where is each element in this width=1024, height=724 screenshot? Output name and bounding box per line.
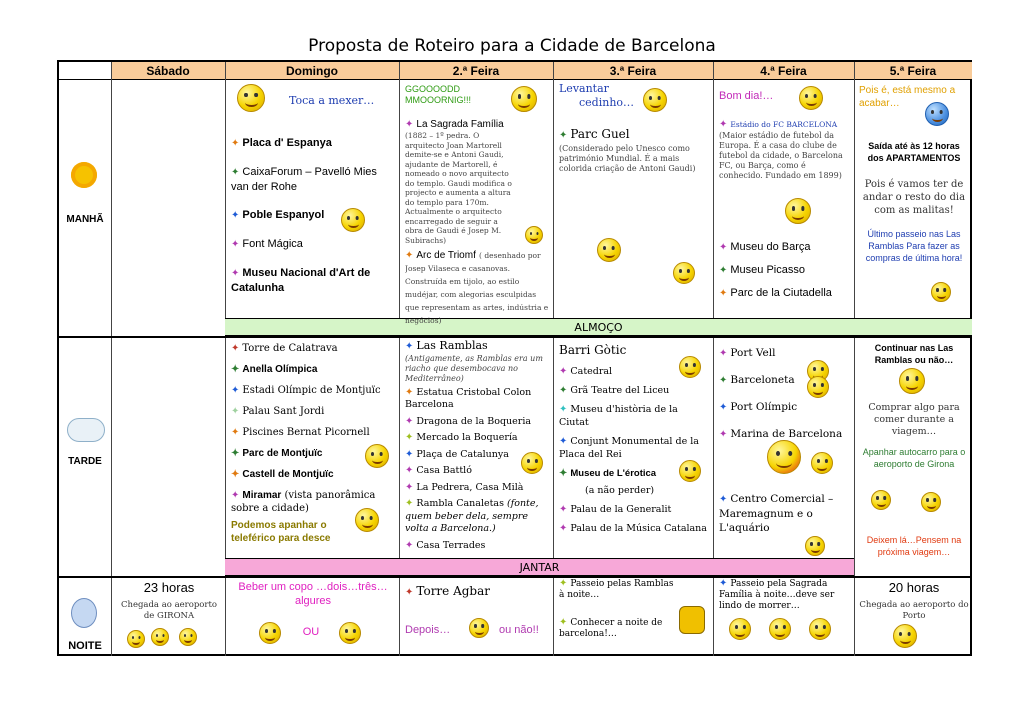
cloud-icon (67, 418, 105, 442)
smiley-icon (799, 86, 823, 110)
terca-noite-list: ✦ Passeio pelas Ramblas à noite… ✦ Conhecer a noite de barcelona!… (559, 578, 674, 639)
smiley-icon (259, 622, 281, 644)
smiley-icon (365, 444, 389, 468)
quarta-manha-list: ✦ Museu do Barça ✦ Museu Picasso ✦ Parc de la Ciutadella (719, 241, 832, 299)
smiley-icon (767, 440, 801, 474)
smiley-icon (339, 622, 361, 644)
band-jantar: JANTAR (225, 558, 854, 576)
header-domingo: Domingo (225, 62, 399, 80)
quinta-intro: Pois é, está mesmo a acabar… (859, 85, 956, 109)
header-segunda: 2.ª Feira (399, 62, 553, 80)
smiley-icon (597, 238, 621, 262)
quarta-intro: Bom dia!… (719, 90, 774, 102)
header-blank (59, 62, 111, 80)
segunda-ounao: ou não!! (499, 624, 539, 636)
header-quinta: 5.ª Feira (854, 62, 972, 80)
segunda-intro: GGOOOODD MMOOORNIG!!! (405, 84, 471, 105)
smiley-icon (355, 508, 379, 532)
smiley-icon (807, 376, 829, 398)
sabado-chegada: Chegada ao aeroporto de GIRONA (120, 600, 218, 621)
band-almoco: ALMOÇO (225, 318, 972, 336)
header-terca: 3.ª Feira (553, 62, 713, 80)
header-quarta: 4.ª Feira (713, 62, 854, 80)
row-label-manha: MANHÃ (66, 214, 104, 225)
terca-tarde-list: Barri Gòtic ✦ Catedral ✦ Grã Teatre del Liceu ✦ Museu d'història de la Ciutat ✦ Conjunt Monumental de la Placa del Rei ✦ Museu de L'érotica (a não perder) ✦ Palau de la Generalit ✦ Palau de la Música Catalana (559, 344, 707, 534)
smiley-icon (673, 262, 695, 284)
quinta-chegada: Chegada ao aeroporto do Porto (859, 600, 969, 621)
smiley-icon (931, 282, 951, 302)
sun-icon (71, 162, 97, 188)
smiley-icon (341, 208, 365, 232)
quarta-centro: ✦ Centro Comercial – Maremagnum e o L'aquário (719, 493, 834, 534)
smiley-icon (525, 226, 543, 244)
row-label-tarde: TARDE (68, 456, 102, 467)
smiley-icon (679, 356, 701, 378)
segunda-tarde-list: ✦ Las Ramblas (Antigamente, as Ramblas era um riacho que desembocava no Mediterrâneo) ✦ Estatua Cristobal Colon Barcelona ✦ Dragona de la Boqueria ✦ Mercado la Boquería ✦ Plaça de Catalunya ✦ Casa Battló ✦ La Pedrera, Casa Milà ✦ Rambla Canaletas (fonte, quem beber dela, sempre volta a Barcelona.) ✦ Casa Terrades (405, 340, 543, 551)
quinta-continuar: Continuar nas Las Ramblas ou não… (874, 343, 954, 365)
itinerary-table (57, 60, 972, 656)
smiley-icon (511, 86, 537, 112)
smiley-icon (921, 492, 941, 512)
quinta-saida: Saída até às 12 horas dos APARTAMENTOS (867, 141, 961, 163)
header-sabado: Sábado (111, 62, 225, 80)
quarta-tarde-list: ✦ Port Vell ✦ Barceloneta ✦ Port Olímpic ✦ Marina de Barcelona (719, 347, 843, 440)
smiley-icon (769, 618, 791, 640)
quinta-ultimo: Último passeio nas Las Ramblas Para fazer as compras de última hora! (865, 229, 963, 263)
domingo-manha-list: ✦ Placa d' Espanya ✦ CaixaForum – Pavelló Mies van der Rohe ✦ Poble Espanyol ✦ Font Mágica ✦ Museu Nacional d'Art de Catalunha (231, 137, 377, 294)
smiley-icon (809, 618, 831, 640)
smiley-icon (521, 452, 543, 474)
smiley-icon (679, 460, 701, 482)
smiley-icon (237, 84, 265, 112)
quinta-pois: Pois é vamos ter de andar o resto do dia com as malitas! (862, 179, 966, 216)
quinta-deixem: Deixem lá…Pensem na próxima viagem… (866, 535, 962, 557)
terca-intro: Levantar cedinho… (559, 82, 635, 109)
moon-icon (71, 598, 97, 628)
quinta-hora: 20 horas (888, 580, 940, 595)
terca-manha-content: ✦ Parc Guel (Considerado pelo Unesco como património Mundial. É a mais colorida criação de Antoni Gaudi) (559, 128, 696, 173)
smiley-icon (893, 624, 917, 648)
segunda-torre: ✦ Torre Agbar (405, 584, 490, 598)
smiley-icon (811, 452, 833, 474)
domingo-tarde-list: ✦ Torre de Calatrava ✦ Anella Olímpica ✦ Estadi Olímpic de Montjuïc ✦ Palau Sant Jordi ✦ Piscines Bernat Picornell ✦ Parc de Montjuïc ✦ Castell de Montjuïc ✦ Miramar (vista panorâmica sobre a cidade) Podemos apanhar o teleférico para desce (231, 343, 381, 544)
quinta-comprar: Comprar algo para comer durante a viagem… (868, 402, 960, 437)
segunda-depois: Depois… (405, 624, 451, 636)
domingo-beber: Beber um copo …dois…três…algures (238, 581, 388, 607)
quarta-manha-content: ✦ Estádio do FC BARCELONA (Maior estádio de futebol da Europa. É a casa do clube de futebol da cidade, o Barcelona FC, ou Barça, como é conhecido. Fundado em 1899) (719, 119, 843, 180)
smiley-icon (179, 628, 197, 646)
smiley-icon (871, 490, 891, 510)
sabado-hora: 23 horas (143, 580, 195, 595)
smiley-icon (785, 198, 811, 224)
sad-smiley-icon (925, 102, 949, 126)
smiley-icon (643, 88, 667, 112)
smiley-icon (127, 630, 145, 648)
binoculars-smiley-icon (679, 606, 705, 634)
smiley-icon (469, 618, 489, 638)
row-label-noite: NOITE (68, 640, 102, 652)
domingo-ou: OU (302, 626, 320, 638)
domingo-toca: Toca a mexer… (289, 94, 375, 107)
quarta-noite: ✦ Passeio pela Sagrada Família à noite…deve ser lindo de morrer… (719, 578, 835, 611)
smiley-icon (729, 618, 751, 640)
smiley-icon (805, 536, 825, 556)
smiley-icon (151, 628, 169, 646)
page-title: Proposta de Roteiro para a Cidade de Barcelona (308, 36, 716, 56)
segunda-manha-content: ✦ La Sagrada Família (1882 – 1º pedra. O arquitecto Joan Martorell demite-se e Antoni Gaudi, ajudante de Martorell, é nomeado o novo arquitecto do templo. Gaudi modifica o projecto e aumenta a altura do templo para 170m. Actualmente o arquitecto encarregado de seguir a obra de Gaudi é Josep M. Subirachs) ✦ Arc de Triomf ( desenhado por Josep Vilaseca e casanovas. Construída em tijolo, ao estilo mudéjar, com alegorias esculpidas que representam as artes, indústria e negócios) (405, 119, 549, 325)
quinta-apanhar: Apanhar autocarro para o aeroporto de Girona (862, 447, 966, 469)
smiley-icon (899, 368, 925, 394)
